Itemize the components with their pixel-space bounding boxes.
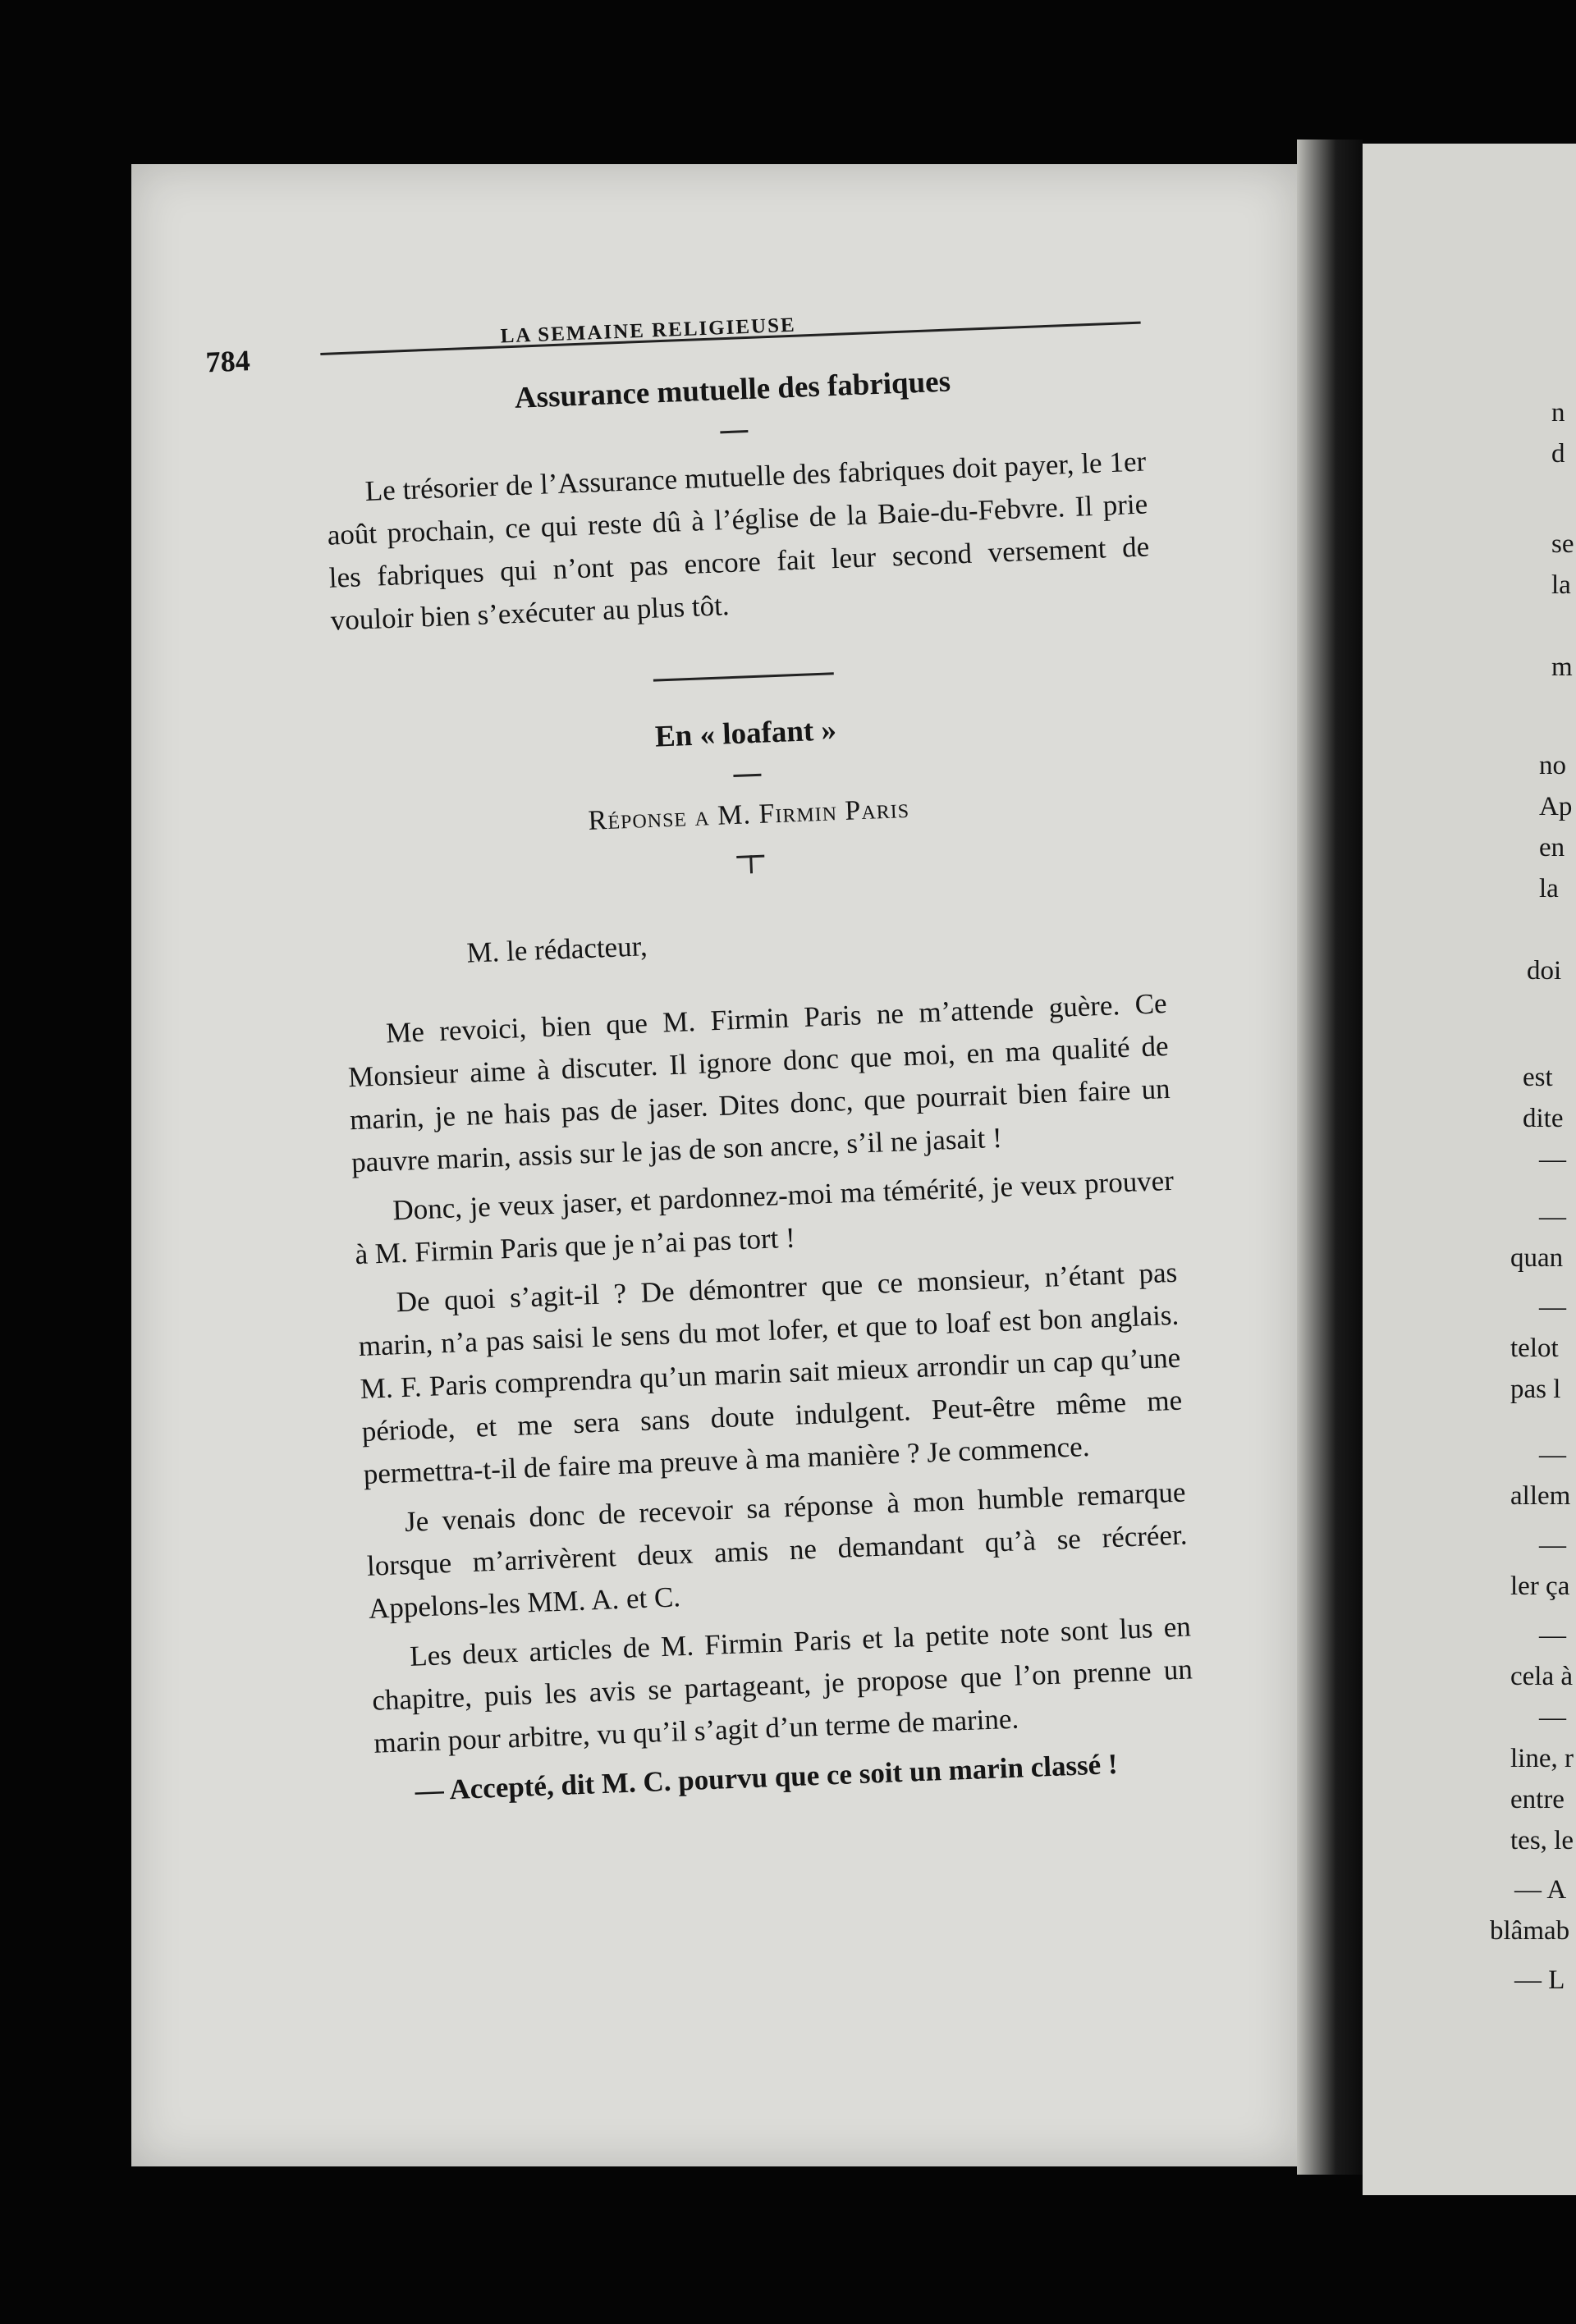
letter-paragraph: Je venais donc de recevoir sa réponse à mon humble remarque lorsque m’arrivèrent deux amis ne demandant qu’à se récréer. Appelons-les MM. A. et C. (366, 1475, 1189, 1625)
right-page-fragment: m (1551, 652, 1573, 682)
salutation: M. le rédacteur, (465, 930, 648, 969)
right-page-fragment: la (1551, 570, 1571, 600)
right-page-fragment: — L (1514, 1965, 1565, 1995)
right-page-fragment: d (1551, 439, 1565, 469)
right-page-fragment: — (1539, 1145, 1566, 1174)
right-page-fragment: en (1539, 833, 1565, 862)
subtitle-dash (736, 855, 765, 877)
right-page-fragment: doi (1527, 956, 1562, 986)
right-page-fragment: dite (1523, 1104, 1564, 1133)
page-content (204, 272, 1197, 1814)
letter-paragraph: De quoi s’agit-il ? De démontrer que ce monsieur, n’étant pas marin, n’a pas saisi le sens du mot lofer, et que to loaf est bon anglais. M. F. Paris comprendra qu’un marin sait mieux arrondir un cap qu’une période, et me sera sans doute indulgent. Peut-être même me permettra-t-il de faire ma preuve à ma manière ? Je commence. (358, 1256, 1183, 1490)
right-page-fragment: cela à (1510, 1662, 1574, 1691)
right-page-fragment: — A (1514, 1875, 1567, 1905)
section-subtitle: Réponse a M. Firmin Paris (587, 793, 910, 836)
title-dash (720, 430, 748, 433)
page-number: 784 (204, 344, 251, 379)
section-title-assurance: Assurance mutuelle des fabriques (514, 364, 951, 415)
right-page-fragment: — (1539, 1292, 1566, 1322)
right-page-edge (1363, 144, 1576, 2195)
letter-paragraph: Les deux articles de M. Firmin Paris et la petite note sont lus en chapitre, puis les avis se partageant, je propose que l’on prenne un marin pour arbitre, vu qu’il s’agit d’un terme de marine. (371, 1610, 1193, 1759)
letter-paragraph: Donc, je veux jaser, et pardonnez-moi ma témérité, je veux prouver à M. Firmin Paris que je n’ai pas tort ! (354, 1164, 1175, 1271)
right-page-fragment: blâmab (1490, 1916, 1570, 1946)
book-gutter (1297, 140, 1363, 2175)
left-page (131, 164, 1297, 2166)
right-page-fragment: — (1539, 1202, 1566, 1232)
right-page-fragment: line, r (1510, 1744, 1574, 1773)
letter-last-line: — Accepté, dit M. C. pourvu que ce soit un marin classé ! (414, 1747, 1119, 1807)
right-page-fragment: tes, le (1510, 1826, 1574, 1855)
assurance-paragraph: Le trésorier de l’Assurance mutuelle des fabriques doit payer, le 1er août prochain, ce qui reste dû à l’église de la Baie-du-Febvre. Il prie les fabriques qui n’ont pas encore fait leur second versement de vouloir bien s’exécuter au plus tôt. (327, 445, 1150, 637)
right-page-fragment: allem (1510, 1481, 1571, 1511)
right-page-fragment: — (1539, 1703, 1566, 1732)
title-dash (733, 774, 761, 777)
running-title: LA SEMAINE RELIGIEUSE (500, 313, 797, 348)
letter-paragraph: Me revoici, bien que M. Firmin Paris ne m’attende guère. Ce Monsieur aime à discuter. Il ignore donc que moi, en ma qualité de marin, je ne hais pas de jaser. Dites donc, que pourrait bien faire un pauvre marin, assis sur le jas de son ancre, s’il ne jasait ! (347, 986, 1171, 1179)
running-head (204, 272, 1141, 379)
right-page-fragment: no (1539, 751, 1566, 780)
right-page-fragment: telot (1510, 1334, 1559, 1363)
right-page-fragment: entre (1510, 1785, 1565, 1814)
right-page-fragment: Ap (1539, 792, 1573, 821)
section-title-loafant: En « loafant » (654, 713, 837, 754)
right-page-fragment: ler ça (1510, 1571, 1570, 1601)
right-page-fragment: n (1551, 398, 1565, 428)
right-page-fragment: se (1551, 529, 1574, 559)
right-page-fragment: quan (1510, 1243, 1564, 1273)
right-page-fragment: — (1539, 1621, 1566, 1650)
right-page-fragment: la (1539, 874, 1559, 904)
right-page-fragment: — (1539, 1440, 1566, 1470)
right-page-fragment: — (1539, 1530, 1566, 1560)
right-page-fragment: est (1523, 1063, 1553, 1092)
right-page-fragment: pas l (1510, 1375, 1561, 1404)
section-divider (653, 672, 834, 681)
